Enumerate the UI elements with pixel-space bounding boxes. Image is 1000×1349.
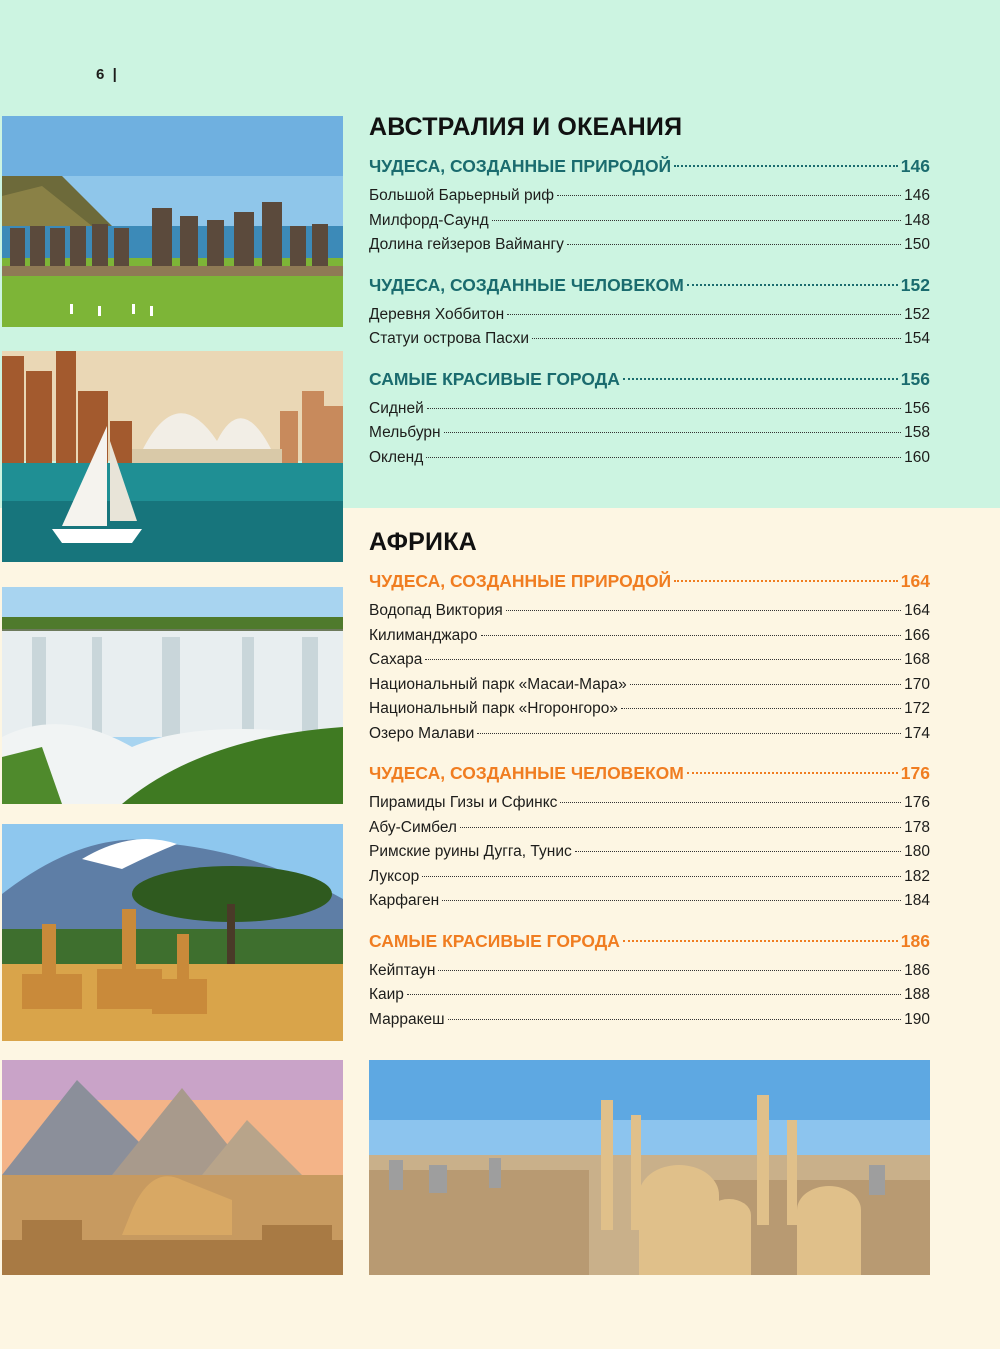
toc-entry[interactable]: Водопад Виктория 164 bbox=[369, 602, 930, 619]
victoria-falls-photo bbox=[2, 587, 343, 804]
toc-entry[interactable]: Национальный парк «Масаи-Мара» 170 bbox=[369, 675, 930, 693]
toc-section-heading[interactable]: ЧУДЕСА, СОЗДАННЫЕ ЧЕЛОВЕКОМ 152 bbox=[369, 274, 930, 295]
toc-entry[interactable]: Мельбурн 158 bbox=[369, 424, 930, 441]
toc-entry[interactable]: Марракеш 190 bbox=[369, 1010, 930, 1028]
toc-entry[interactable]: Кейптаун 186 bbox=[369, 961, 930, 979]
toc-entry[interactable]: Пирамиды Гизы и Сфинкс 176 bbox=[369, 794, 930, 811]
toc-entry[interactable]: Килиманджаро 166 bbox=[369, 626, 930, 644]
region-title-australia: АВСТРАЛИЯ И ОКЕАНИЯ bbox=[369, 113, 683, 141]
toc-entry[interactable]: Статуи острова Пасхи 154 bbox=[369, 330, 930, 347]
toc-section-heading[interactable]: САМЫЕ КРАСИВЫЕ ГОРОДА 186 bbox=[369, 930, 930, 951]
easter-island-moai-photo bbox=[2, 116, 343, 327]
giza-pyramids-sphinx-photo bbox=[2, 1060, 343, 1275]
toc-africa bbox=[369, 528, 930, 1035]
toc-entry[interactable]: Сахара 168 bbox=[369, 651, 930, 668]
page-number: 6 | bbox=[96, 66, 117, 83]
toc-australia bbox=[369, 113, 930, 473]
toc-entry[interactable]: Милфорд-Саунд 148 bbox=[369, 211, 930, 229]
toc-entry[interactable]: Карфаген 184 bbox=[369, 892, 930, 909]
toc-entry[interactable]: Луксор 182 bbox=[369, 867, 930, 885]
toc-entry[interactable]: Национальный парк «Нгоронгоро» 172 bbox=[369, 700, 930, 717]
region-title-africa: АФРИКА bbox=[369, 528, 477, 556]
toc-section-heading[interactable]: ЧУДЕСА, СОЗДАННЫЕ ЧЕЛОВЕКОМ 176 bbox=[369, 763, 930, 783]
toc-entry[interactable]: Римские руины Дугга, Тунис 180 bbox=[369, 843, 930, 860]
toc-entry[interactable]: Окленд 160 bbox=[369, 448, 930, 466]
toc-section-heading[interactable]: САМЫЕ КРАСИВЫЕ ГОРОДА 156 bbox=[369, 368, 930, 389]
toc-entry[interactable]: Долина гейзеров Ваймангу 150 bbox=[369, 236, 930, 253]
toc-section-heading[interactable]: ЧУДЕСА, СОЗДАННЫЕ ПРИРОДОЙ 146 bbox=[369, 156, 930, 176]
toc-entry[interactable]: Деревня Хоббитон 152 bbox=[369, 305, 930, 323]
cairo-cityscape-photo bbox=[369, 1060, 930, 1275]
sydney-opera-house-photo bbox=[2, 351, 343, 562]
toc-entry[interactable]: Абу-Симбел 178 bbox=[369, 818, 930, 836]
toc-entry[interactable]: Сидней 156 bbox=[369, 399, 930, 417]
toc-entry[interactable]: Каир 188 bbox=[369, 986, 930, 1003]
toc-entry[interactable]: Большой Барьерный риф 146 bbox=[369, 187, 930, 204]
toc-entry[interactable]: Озеро Малави 174 bbox=[369, 724, 930, 742]
giraffes-kilimanjaro-photo bbox=[2, 824, 343, 1041]
toc-section-heading[interactable]: ЧУДЕСА, СОЗДАННЫЕ ПРИРОДОЙ 164 bbox=[369, 571, 930, 591]
